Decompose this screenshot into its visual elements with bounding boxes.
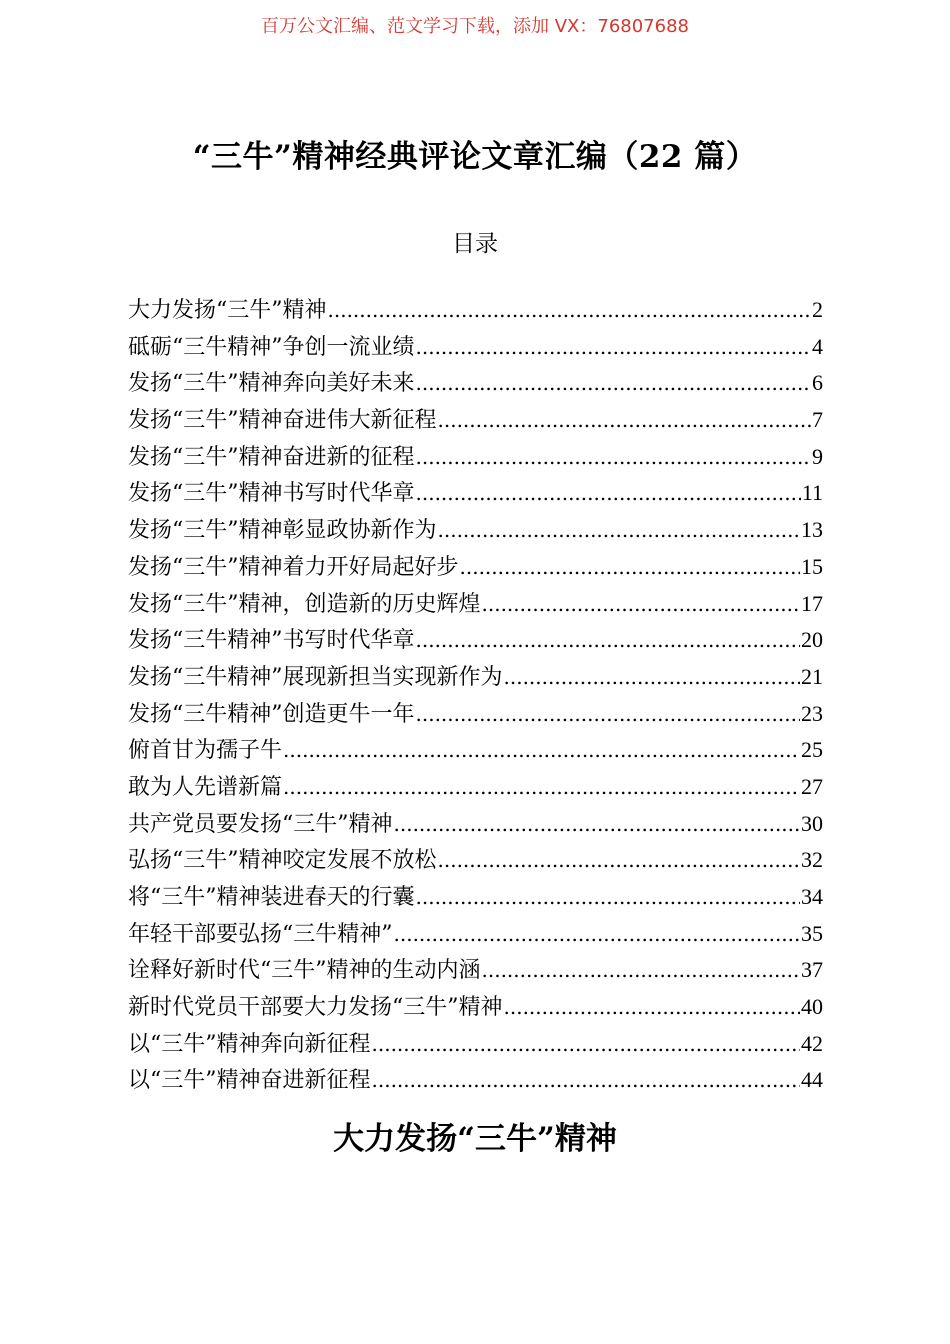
toc-entry[interactable]	[128, 1026, 823, 1063]
toc-leader-dots	[416, 879, 801, 915]
toc-heading: 目录	[452, 231, 498, 257]
toc-leader-dots	[438, 402, 812, 438]
toc-leader-dots	[416, 622, 801, 658]
toc-entry[interactable]	[128, 292, 823, 329]
section-title: 大力发扬“三牛”精神	[333, 1121, 617, 1157]
toc-entry-title: 敢为人先谱新篇	[128, 774, 283, 800]
toc-entry[interactable]	[128, 586, 823, 623]
toc-entry-title: 以“三牛”精神奋进新征程	[128, 1068, 371, 1094]
toc-leader-dots	[372, 1026, 801, 1062]
toc-entry-title: 弘扬“三牛”精神咬定发展不放松	[128, 848, 437, 874]
toc-entry[interactable]	[128, 659, 823, 696]
toc-leader-dots	[416, 329, 812, 365]
toc-entry-page: 11	[801, 480, 823, 506]
toc-leader-dots	[372, 1062, 801, 1098]
toc-entry-title: 诠释好新时代“三牛”精神的生动内涵	[128, 958, 481, 984]
toc-entry-title: 发扬“三牛”精神着力开好局起好步	[128, 554, 459, 580]
toc-entry-title: 发扬“三牛”精神奋进新的征程	[128, 444, 415, 470]
toc-entry-page: 13	[801, 517, 823, 543]
toc-entry-title: 发扬“三牛”精神书写时代华章	[128, 481, 415, 507]
toc-entry[interactable]	[128, 916, 823, 953]
toc-entry-title: 发扬“三牛”精神奔向美好未来	[128, 371, 415, 397]
header-banner: 百万公文汇编、范文学习下载，添加 VX：76807688	[261, 16, 689, 37]
toc-entry-title: 大力发扬“三牛”精神	[128, 298, 327, 323]
toc-entry[interactable]	[128, 475, 823, 512]
toc-leader-dots	[283, 732, 800, 768]
toc-entry[interactable]	[128, 879, 823, 916]
toc-entry-page: 17	[801, 590, 823, 616]
toc-entry-page: 23	[801, 700, 823, 726]
toc-entry[interactable]	[128, 952, 823, 989]
toc-leader-dots	[328, 292, 812, 328]
toc-leader-dots	[504, 659, 801, 695]
toc-entry[interactable]	[128, 622, 823, 659]
toc-leader-dots	[394, 916, 801, 952]
toc-leader-dots	[438, 842, 801, 878]
toc-entry-page: 37	[801, 957, 823, 983]
toc-entry[interactable]	[128, 1062, 823, 1099]
toc-entry-page: 30	[801, 810, 823, 836]
toc-entry[interactable]	[128, 769, 823, 806]
toc-leader-dots	[416, 439, 812, 475]
toc-entry-title: 发扬“三牛”精神彰显政协新作为	[128, 518, 437, 544]
toc-entry[interactable]	[128, 329, 823, 366]
toc-entry-title: 发扬“三牛精神”创造更牛一年	[128, 701, 415, 727]
toc-entry-page: 4	[812, 333, 823, 359]
toc-entry-title: 发扬“三牛精神”书写时代华章	[128, 628, 415, 654]
toc-entry[interactable]	[128, 402, 823, 439]
toc-entry-page: 21	[801, 663, 823, 689]
toc-entry-page: 32	[801, 847, 823, 873]
toc-entry-title: 发扬“三牛精神”展现新担当实现新作为	[128, 664, 503, 690]
toc-entry-title: 发扬“三牛”精神，创造新的历史辉煌	[128, 591, 481, 617]
toc-leader-dots	[394, 806, 801, 842]
toc-leader-dots	[416, 475, 801, 511]
toc-leader-dots	[416, 365, 812, 401]
toc-entry[interactable]	[128, 696, 823, 733]
toc-leader-dots	[283, 769, 800, 805]
toc-entry-title: 发扬“三牛”精神奋进伟大新征程	[128, 408, 437, 434]
toc-entry-page: 6	[812, 370, 823, 396]
toc-leader-dots	[482, 586, 801, 622]
toc-entry-page: 34	[801, 884, 823, 909]
toc-entry-title: 将“三牛”精神装进春天的行囊	[128, 885, 415, 910]
toc-entry[interactable]	[128, 732, 823, 769]
toc-entry[interactable]	[128, 989, 823, 1026]
toc-entry-title: 砥砺“三牛精神”争创一流业绩	[128, 334, 415, 360]
toc-entry-page: 9	[812, 443, 823, 469]
toc-entry-title: 俯首甘为孺子牛	[128, 738, 283, 764]
toc-entry-page: 27	[801, 773, 823, 799]
toc-entry-page: 15	[801, 553, 823, 579]
toc-entry-title: 共产党员要发扬“三牛”精神	[128, 811, 393, 837]
toc-entry-title: 新时代党员干部要大力发扬“三牛”精神	[128, 995, 503, 1021]
table-of-contents	[128, 292, 823, 1099]
toc-entry[interactable]	[128, 365, 823, 402]
toc-entry[interactable]	[128, 806, 823, 843]
toc-entry-page: 2	[812, 297, 823, 322]
document-title: “三牛”精神经典评论文章汇编（22 篇）	[192, 139, 758, 175]
toc-entry-title: 以“三牛”精神奔向新征程	[128, 1031, 371, 1057]
toc-leader-dots	[460, 549, 801, 585]
toc-entry-page: 40	[801, 994, 823, 1020]
toc-leader-dots	[438, 512, 801, 548]
toc-entry-page: 20	[801, 627, 823, 653]
toc-entry[interactable]	[128, 512, 823, 549]
toc-leader-dots	[416, 696, 801, 732]
toc-entry-title: 年轻干部要弘扬“三牛精神”	[128, 921, 393, 947]
toc-entry-page: 35	[801, 920, 823, 946]
toc-entry[interactable]	[128, 439, 823, 476]
toc-entry-page: 44	[801, 1067, 823, 1093]
toc-entry-page: 42	[801, 1030, 823, 1056]
toc-entry[interactable]	[128, 842, 823, 879]
toc-leader-dots	[504, 989, 801, 1025]
toc-entry-page: 7	[812, 407, 823, 433]
toc-leader-dots	[482, 952, 801, 988]
toc-entry[interactable]	[128, 549, 823, 586]
toc-entry-page: 25	[801, 737, 823, 763]
